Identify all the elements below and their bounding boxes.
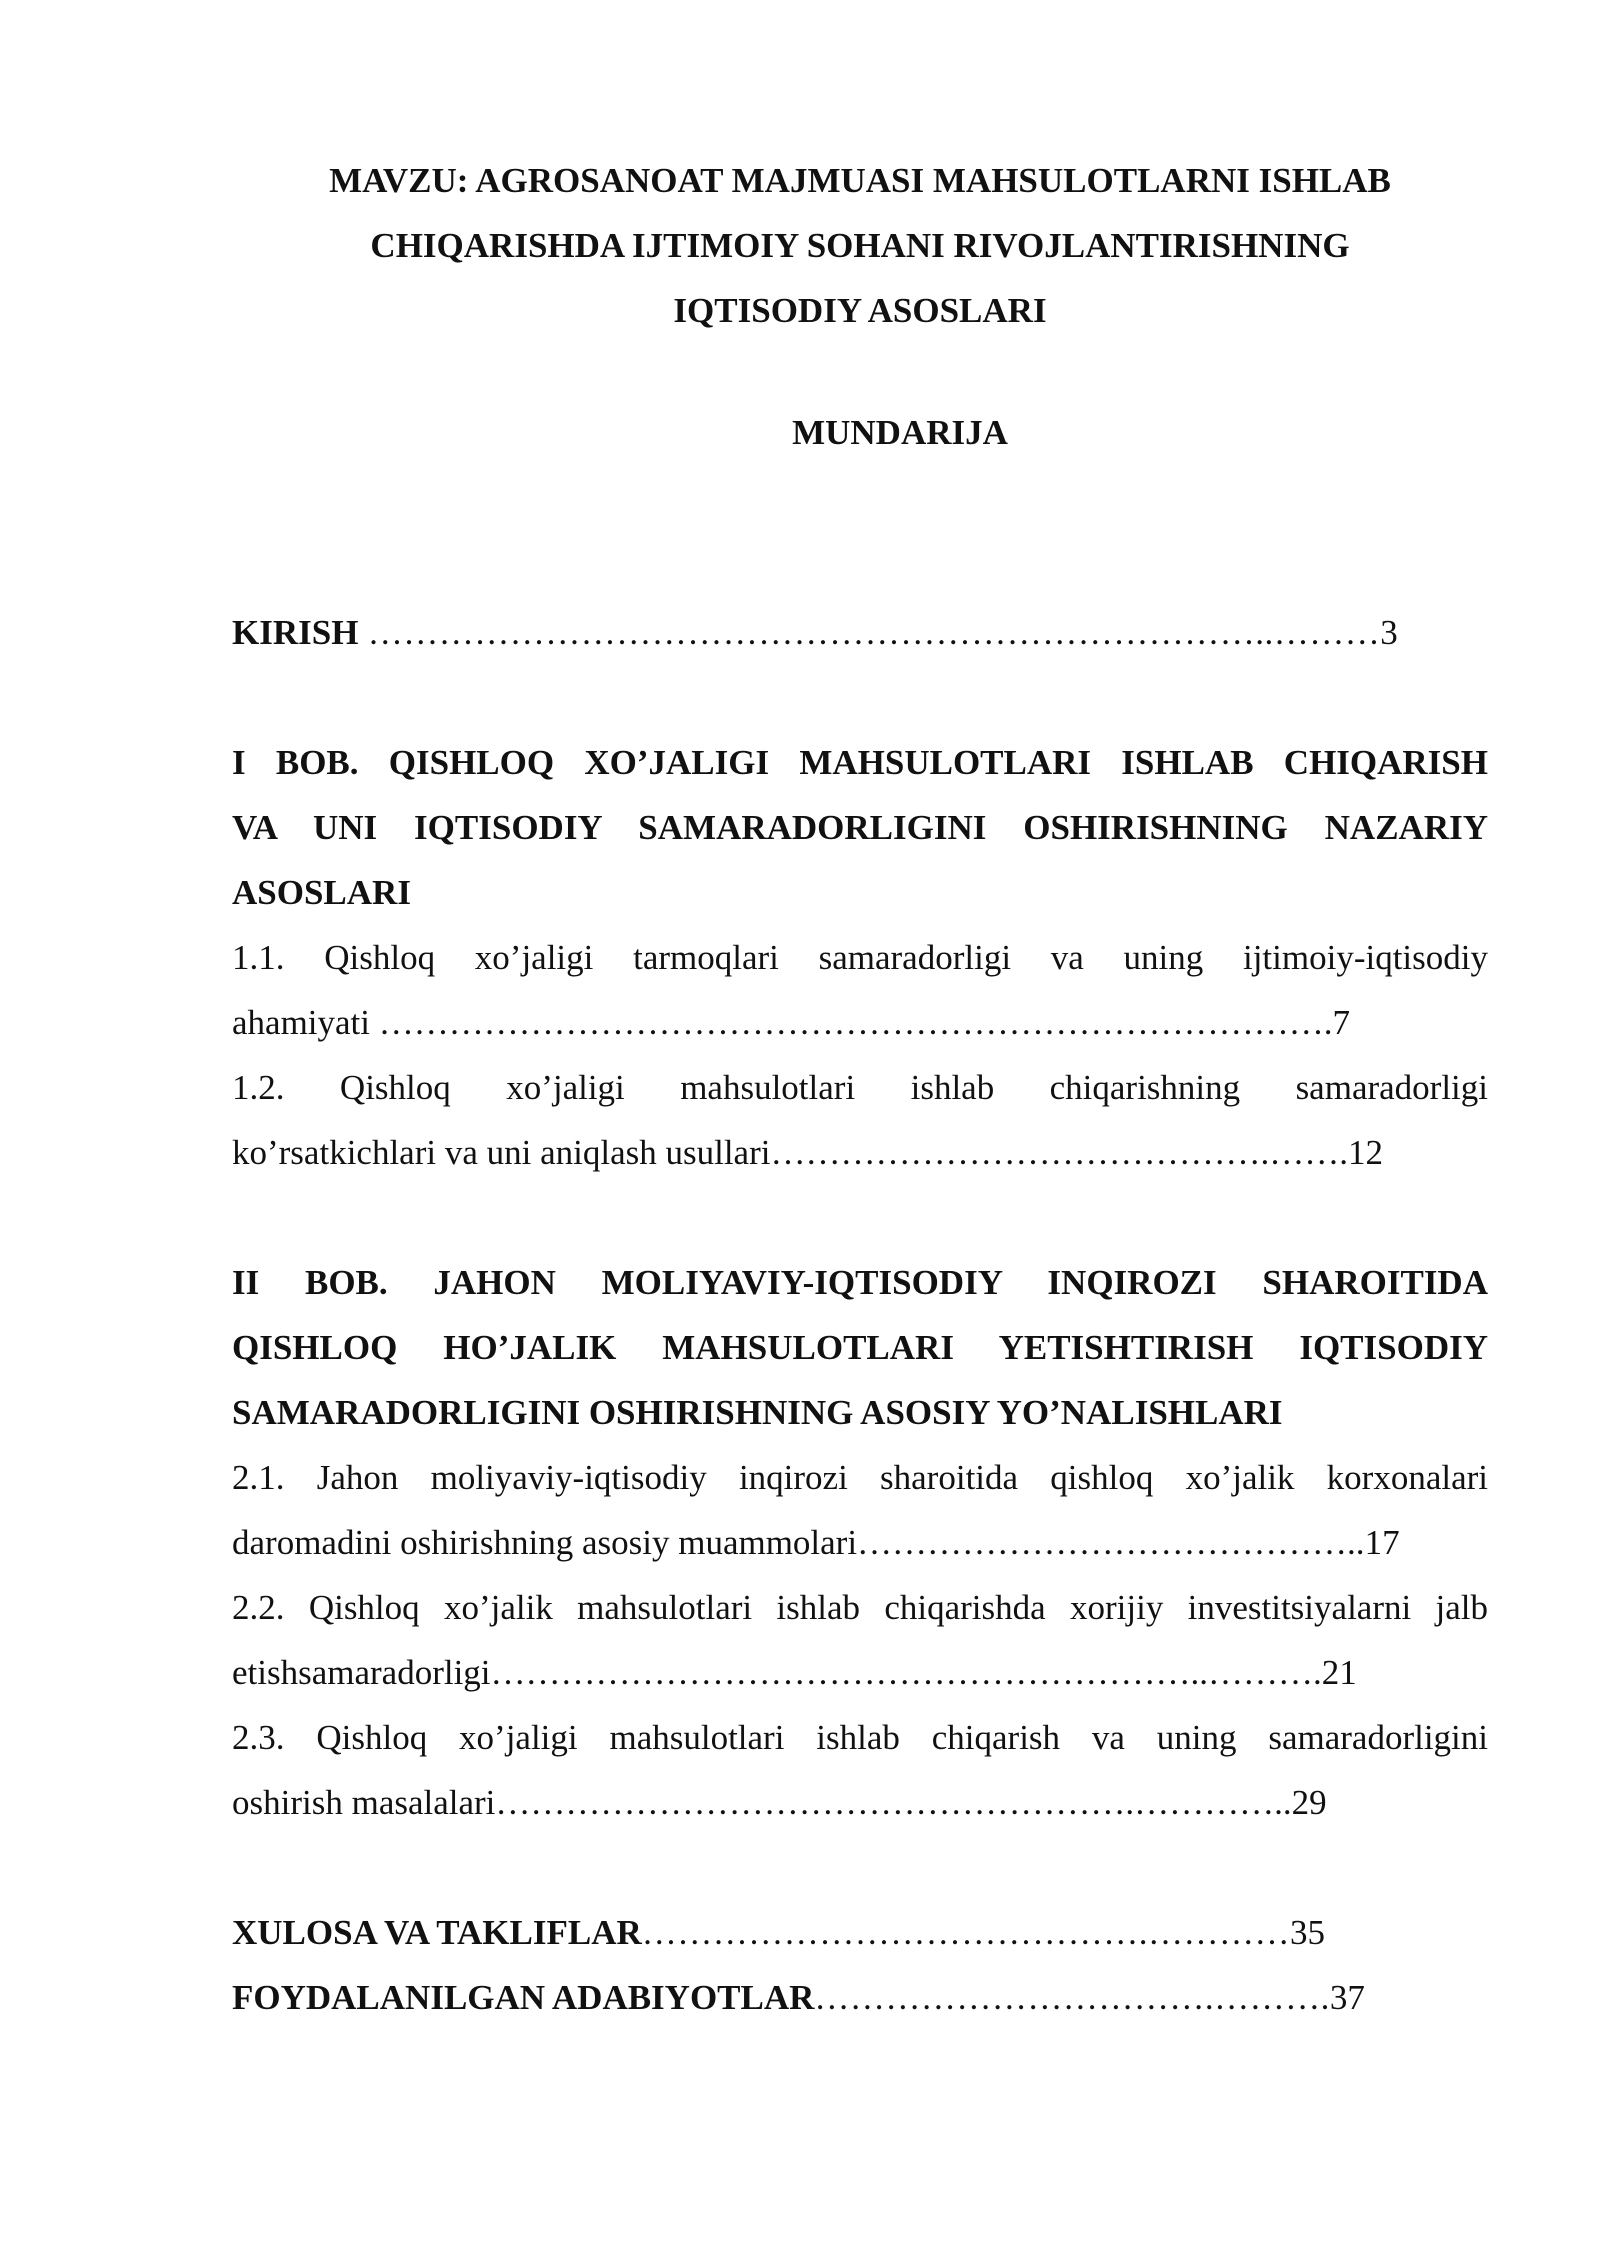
- toc-page-number: 21: [1321, 1653, 1357, 1692]
- title-line: IQTISODIY ASOSLARI: [673, 291, 1047, 330]
- toc-section-text: 1.2. Qishloq xo’jaligi mahsulotlari ishlab chiqarishning samaradorligi: [232, 1068, 1488, 1107]
- toc-page-number: 12: [1347, 1133, 1383, 1172]
- toc-entry-label: FOYDALANILGAN ADABIYOTLAR: [232, 1978, 815, 2017]
- toc-section-entry: [232, 1770, 1488, 1835]
- toc-heading: MUNDARIJA: [792, 413, 1008, 452]
- toc-entry-adabiyotlar: [232, 1965, 1488, 2030]
- toc-entry-kirish: [232, 600, 1488, 665]
- toc-page-number: 29: [1291, 1783, 1327, 1822]
- toc-section-entry: [232, 1510, 1488, 1575]
- toc-section-entry: [232, 1640, 1488, 1705]
- toc-page-number: 17: [1364, 1523, 1400, 1562]
- chapter-heading: QISHLOQ HO’JALIK MAHSULOTLARI YETISHTIRISH IQTISODIY: [232, 1328, 1488, 1367]
- chapter-heading: SAMARADORLIGINI OSHIRISHNING ASOSIY YO’NALISHLARI: [232, 1393, 1283, 1432]
- toc-leader-dots: …………………………………….…………: [641, 1913, 1291, 1952]
- toc-leader-dots: …………………………….……….: [814, 1978, 1330, 2017]
- table-of-contents: [232, 600, 1488, 2030]
- chapter-heading: VA UNI IQTISODIY SAMARADORLIGINI OSHIRISHNING NAZARIY: [232, 808, 1488, 847]
- toc-page-number: 3: [1380, 613, 1398, 652]
- toc-section-text: daromadini oshirishning asosiy muammolari……………………………………..: [232, 1523, 1365, 1562]
- toc-section-text: 2.3. Qishloq xo’jaligi mahsulotlari ishlab chiqarish va uning samaradorligini: [232, 1718, 1488, 1757]
- toc-section-text: 2.2. Qishloq xo’jalik mahsulotlari ishlab chiqarishda xorijiy investitsiyalarni jalb: [232, 1588, 1488, 1627]
- toc-section-text: etishsamaradorligi……………………………………………………..……….: [232, 1653, 1322, 1692]
- chapter-heading: II BOB. JAHON MOLIYAVIY-IQTISODIY INQIROZI SHAROITIDA: [232, 1263, 1488, 1302]
- toc-entry-label: KIRISH: [232, 613, 359, 652]
- toc-section-entry: [232, 1120, 1488, 1185]
- toc-section-text: 1.1. Qishloq xo’jaligi tarmoqlari samaradorligi va uning ijtimoiy-iqtisodiy: [232, 938, 1488, 977]
- toc-page-number: 7: [1332, 1003, 1351, 1042]
- toc-leader-dots: …………………………………………………………………..………: [358, 613, 1381, 652]
- chapter-heading: I BOB. QISHLOQ XO’JALIGI MAHSULOTLARI ISHLAB CHIQARISH: [232, 743, 1488, 782]
- toc-page-number: 35: [1290, 1913, 1326, 1952]
- toc-section-text: ko’rsatkichlari va uni aniqlash usullari…………………………………….…….: [232, 1133, 1348, 1172]
- toc-section-text: ahamiyati ……………………………………………………………………….: [232, 1003, 1333, 1042]
- toc-section-text: 2.1. Jahon moliyaviy-iqtisodiy inqirozi sharoitida qishloq xo’jalik korxonalari: [232, 1458, 1488, 1497]
- toc-section-text: oshirish masalalari……………………………………………….…………..: [232, 1783, 1292, 1822]
- document-title: [160, 148, 1560, 343]
- toc-page-number: 37: [1329, 1978, 1365, 2017]
- toc-entry-label: XULOSA VA TAKLIFLAR: [232, 1913, 642, 1952]
- toc-section-entry: [232, 990, 1488, 1055]
- title-line: CHIQARISHDA IJTIMOIY SOHANI RIVOJLANTIRISHNING: [370, 226, 1350, 265]
- chapter-heading: ASOSLARI: [232, 873, 411, 912]
- toc-entry-xulosa: [232, 1900, 1488, 1965]
- title-line: MAVZU: AGROSANOAT MAJMUASI MAHSULOTLARNI ISHLAB: [329, 161, 1391, 200]
